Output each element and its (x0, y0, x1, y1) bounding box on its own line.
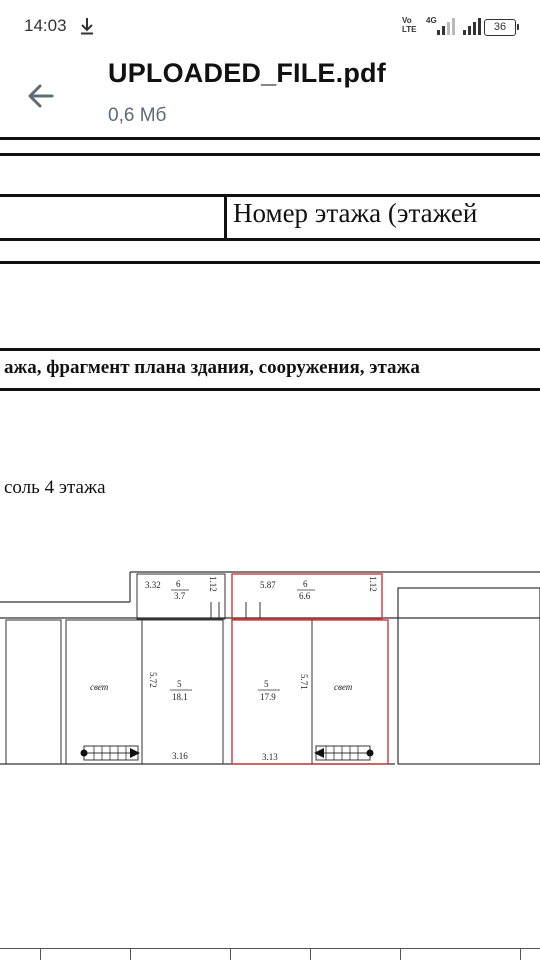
volte-indicator: Vo LTE (402, 16, 417, 34)
page-rule (400, 948, 401, 960)
room-b-number: 6 (303, 579, 308, 589)
plan-heading: ажа, фрагмент плана здания, сооружения, этажа (4, 357, 420, 378)
table-rule (0, 137, 540, 140)
table-rule (0, 388, 540, 391)
room-a-length: 3.32 (145, 580, 161, 590)
floor-number-label: Номер этажа (этажей (233, 198, 478, 228)
table-rule (0, 153, 540, 156)
status-time: 14:03 (24, 16, 67, 35)
page-rule (520, 948, 521, 960)
battery-icon: 36 (484, 19, 516, 36)
pdf-page[interactable] (0, 132, 540, 960)
room-a-width: 1.12 (208, 576, 218, 592)
room-d-number: 5 (177, 679, 182, 689)
room-e-height: 5.71 (299, 674, 309, 690)
room-e-area: 17.9 (260, 692, 276, 702)
back-button[interactable] (20, 76, 64, 116)
battery-tip (517, 24, 519, 30)
network-type: 4G (426, 16, 437, 25)
room-d-area: 18.1 (172, 692, 188, 702)
download-icon (80, 17, 94, 35)
room-f-label: свет (334, 682, 353, 692)
table-rule (0, 261, 540, 264)
room-c-label: свет (90, 682, 109, 692)
table-rule (0, 238, 540, 241)
room-b-length: 5.87 (260, 580, 276, 590)
room-d-width: 3.16 (172, 751, 188, 761)
page-rule (40, 948, 41, 960)
room-a-area: 3.7 (174, 591, 186, 601)
file-title: UPLOADED_FILE.pdf (108, 58, 386, 88)
page-rule (130, 948, 131, 960)
room-b-area: 6.6 (299, 591, 311, 601)
room-e-width: 3.13 (262, 752, 278, 762)
floor-plan (0, 562, 540, 782)
status-bar (0, 0, 540, 56)
room-a-number: 6 (176, 579, 181, 589)
signal-icon-2 (462, 18, 482, 36)
file-size: 0,6 Мб (108, 105, 167, 126)
signal-icon (436, 18, 456, 36)
room-e-number: 5 (264, 679, 269, 689)
page-rule (310, 948, 311, 960)
corridor-label: соль 4 этажа (4, 477, 106, 498)
table-rule (0, 348, 540, 351)
page-rule (230, 948, 231, 960)
page-rule (0, 948, 540, 949)
room-b-width: 1.12 (368, 576, 378, 592)
table-rule (224, 194, 227, 240)
room-d-height: 5.72 (148, 672, 158, 688)
back-arrow-icon (20, 76, 64, 116)
table-rule (0, 194, 540, 197)
